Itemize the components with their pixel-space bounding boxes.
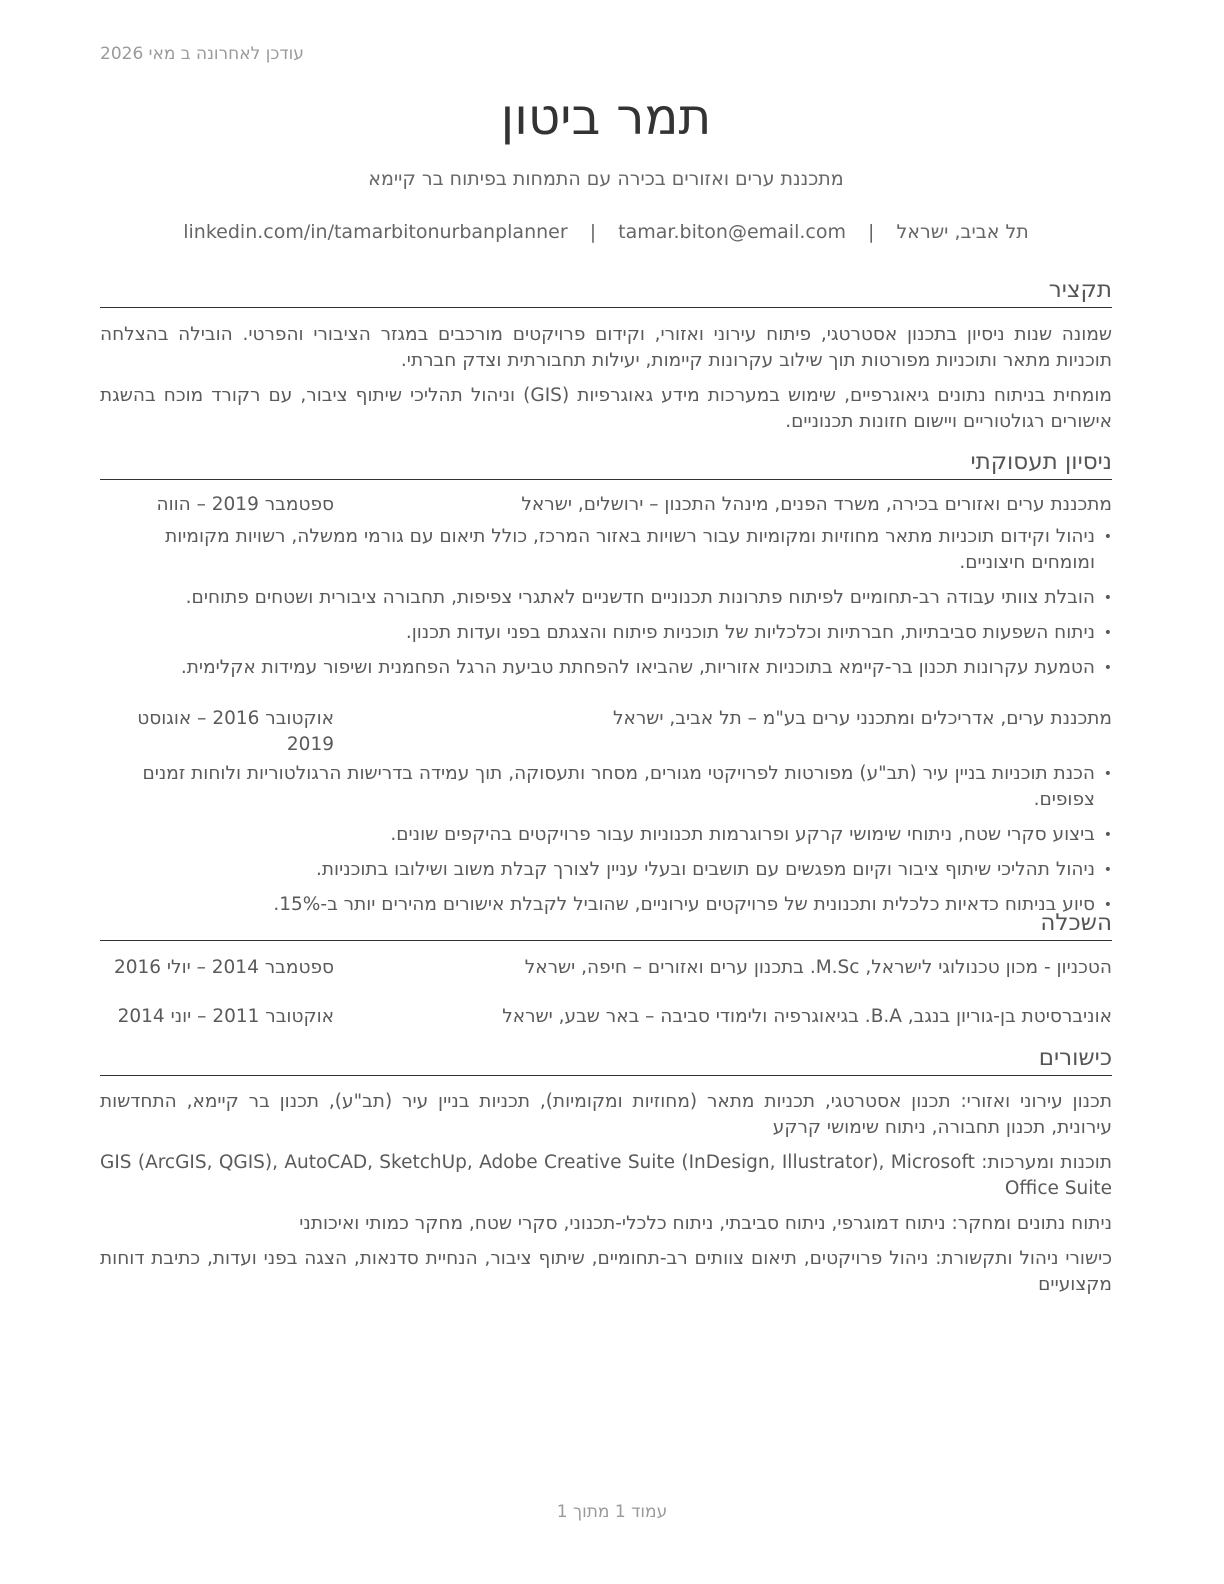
last-updated-note: עודכן לאחרונה ב מאי 2026 [100, 44, 304, 64]
contact-location: תל אביב, ישראל [896, 221, 1029, 243]
list-item: • ניהול וקידום תוכניות מתאר מחוזיות ומקומיות עבור רשויות באזור המרכז, כולל תיאום עם גורמי ממשלה, רשויות מקומיות ומומחים חיצוניים. [165, 526, 1112, 573]
education-section [100, 908, 1112, 1030]
list-item: • סיוע בניתוח כדאיות כלכלית ותכנונית של פרויקטים עירוניים, שהוביל לקבלת אישורים מהירים יותר ב-15%. [100, 892, 1112, 918]
contact-separator: | [589, 221, 597, 243]
skills-section [100, 1043, 1112, 1307]
contact-line [100, 221, 1112, 243]
contact-separator: | [868, 221, 875, 243]
list-item: • הכנת תוכניות בניין עיר (תב"ע) מפורטות לפרויקטי מגורים, מסחר ותעסוקה, תוך עמידה בדרישות הרגולטוריות ולוחות זמנים צפופים. [142, 763, 1112, 810]
bullet-icon: • [1103, 766, 1112, 782]
degree: אוניברסיטת בן-גוריון בנגב, B.A. בגיאוגרפיה ולימודי סביבה – באר שבע, ישראל [502, 1006, 1112, 1027]
list-item: • ביצוע סקרי שטח, ניתוחי שימושי קרקע ופרוגרמות תכנוניות עבור פרויקטים בהיקפים שונים. [100, 822, 1112, 848]
summary-paragraph: מומחית בניתוח נתונים גיאוגרפיים, שימוש במערכות מידע גאוגרפיות (GIS) וניהול תהליכי שיתוף ציבור, עם רקורד מוכח בהשגת אישורים רגולטוריים ויישום חזונות תכנוניים. [100, 385, 1112, 432]
skill-line: כישורי ניהול ותקשורת: ניהול פרויקטים, תיאום צוותים רב-תחומיים, שיתוף ציבור, הנחיית סדנאות, הצגה בפני ועדות, כתיבת דוחות מקצועיים [100, 1248, 1112, 1295]
job-title: מתכננת ערים, אדריכלים ומתכנני ערים בע"מ – תל אביב, ישראל [612, 708, 1112, 729]
list-item: • הטמעת עקרונות תכנון בר-קיימא בתוכניות אזוריות, שהביאו להפחתת טביעת הרגל הפחמנית ושיפור עמידות אקלימית. [100, 655, 1112, 681]
degree: הטכניון - מכון טכנולוגי לישראל, M.Sc. בתכנון ערים ואזורים – חיפה, ישראל [524, 957, 1112, 978]
candidate-headline: מתכננת ערים ואזורים בכירה עם התמחות בפיתוח בר קיימא [368, 168, 844, 190]
bullet-icon: • [1103, 660, 1112, 676]
skill-line: תוכנות ומערכות: GIS (ArcGIS, QGIS), AutoCAD, SketchUp, Adobe Creative Suite (InDesign, Illustrator), Microsoft Office Suite [100, 1152, 1113, 1199]
bullet-icon: • [1103, 625, 1112, 641]
skill-line: תכנון עירוני ואזורי: תכנון אסטרטגי, תכניות מתאר (מחוזיות ומקומיות), תכניות בניין עיר (תב"ע), תכנון בר קיימא, התחדשות עירונית, תכנון תחבורה, ניתוח שימושי קרקע [100, 1091, 1112, 1138]
bullet-icon: • [1103, 529, 1112, 545]
summary-section [100, 275, 1112, 435]
education-dates: ספטמבר 2014 – יולי 2016 [113, 957, 334, 978]
bullet-icon: • [1103, 590, 1112, 606]
job-dates: ספטמבר 2019 – הווה [156, 494, 334, 515]
education-dates: אוקטובר 2011 – יוני 2014 [117, 1006, 334, 1027]
section-title: תקציר [100, 275, 1112, 308]
bullet-icon: • [1103, 897, 1112, 913]
education-entry [100, 955, 1112, 981]
summary-paragraph: שמונה שנות ניסיון בתכנון אסטרטגי, פיתוח עירוני ואזורי, וקידום פרויקטים מורכבים במגזר הציבורי והפרטי. הובילה בהצלחה תוכניות מתאר ותוכניות מפורטות תוך שילוב עקרונות קיימות, יעילות תחבורתית וצדק חברתי. [100, 324, 1112, 371]
job-entry [100, 706, 1112, 918]
education-entry [100, 1004, 1112, 1030]
experience-section [100, 447, 1112, 927]
page-number: עמוד 1 מתוך 1 [556, 1502, 668, 1522]
bullet-icon: • [1103, 862, 1112, 878]
job-header [100, 706, 1112, 758]
job-dates: אוקטובר 2016 – אוגוסט 2019 [137, 708, 334, 755]
list-item: • ניהול תהליכי שיתוף ציבור וקיום מפגשים עם תושבים ובעלי עניין לצורך קבלת משוב ושילובו בתוכניות. [100, 857, 1112, 883]
list-item: • ניתוח השפעות סביבתיות, חברתיות וכלכליות של תוכניות פיתוח והצגתם בפני ועדות תכנון. [100, 620, 1112, 646]
skills-list [100, 1089, 1112, 1298]
job-bullets [100, 761, 1112, 918]
section-title: השכלה [100, 908, 1112, 941]
section-title: כישורים [100, 1043, 1112, 1076]
list-item: • הובלת צוותי עבודה רב-תחומיים לפיתוח פתרונות תכנוניים חדשניים לאתגרי צפיפות, תחבורה ציבורית ושטחים פתוחים. [100, 585, 1112, 611]
job-title: מתכננת ערים ואזורים בכירה, משרד הפנים, מינהל התכנון – ירושלים, ישראל [521, 494, 1112, 515]
section-title: ניסיון תעסוקתי [100, 447, 1112, 480]
bullet-icon: • [1103, 827, 1112, 843]
job-header [100, 492, 1112, 518]
job-entry [100, 492, 1112, 681]
job-bullets [100, 524, 1112, 681]
candidate-name: תמר ביטון [500, 88, 712, 146]
contact-email[interactable]: tamar.biton@email.com [618, 221, 846, 243]
skill-line: ניתוח נתונים ומחקר: ניתוח דמוגרפי, ניתוח סביבתי, ניתוח כלכלי-תכנוני, סקרי שטח, מחקר כמותי ואיכותני [299, 1213, 1112, 1234]
contact-linkedin[interactable]: linkedin.com/in/tamarbitonurbanplanner [183, 221, 568, 243]
